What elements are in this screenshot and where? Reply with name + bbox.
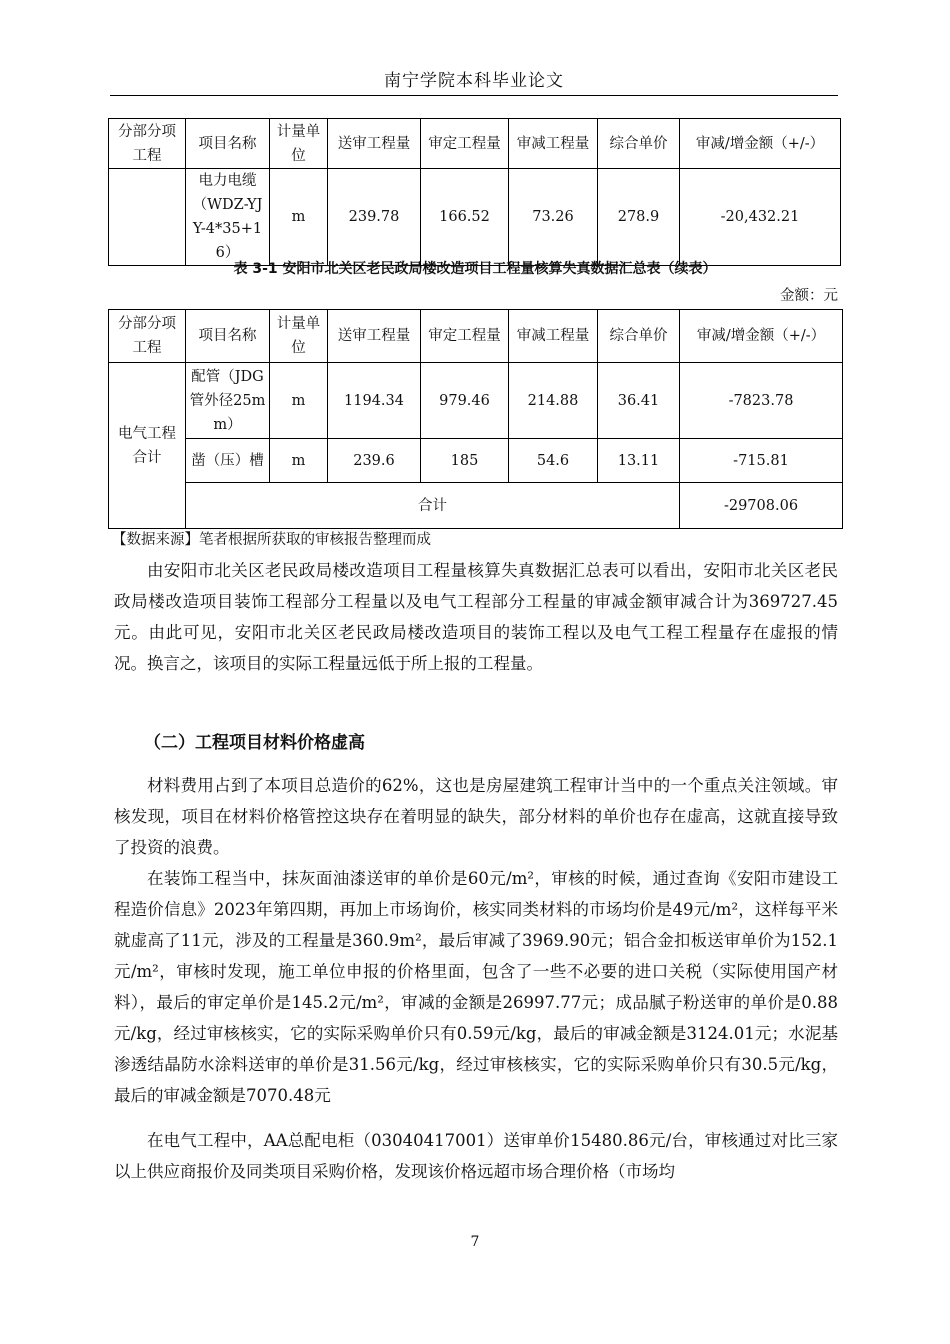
col-header: 综合单价 (598, 119, 680, 169)
col-header: 项目名称 (186, 119, 270, 169)
col-header: 项目名称 (186, 310, 270, 363)
header-rule (110, 95, 838, 96)
table-cell (109, 169, 186, 266)
total-value: -29708.06 (680, 483, 843, 529)
col-header: 综合单价 (598, 310, 680, 363)
col-header: 审减/增金额（+/-） (680, 310, 843, 363)
running-header: 南宁学院本科毕业论文 (384, 71, 564, 91)
table-cell: 185 (421, 439, 509, 483)
col-header: 审减工程量 (509, 119, 598, 169)
col-header: 分部分项工程 (109, 310, 186, 363)
table-cell: 1194.34 (328, 363, 421, 439)
table-cell: m (270, 363, 328, 439)
section-heading: （二）工程项目材料价格虚高 (144, 733, 365, 753)
table-cell: 54.6 (509, 439, 598, 483)
table-cell: 36.41 (598, 363, 680, 439)
body-paragraph: 在电气工程中，AA总配电柜（03040417001）送审单价15480.86元/台，审核通过对比三家以上供应商报价及同类项目采购价格，发现该价格远超市场合理价格（市场均 (114, 1131, 838, 1181)
table-cell: 214.88 (509, 363, 598, 439)
table-total-row (109, 483, 843, 529)
table-cell: 配管（JDG 管外径25mm） (186, 363, 270, 439)
table-cell: 979.46 (421, 363, 509, 439)
body-paragraph: 由安阳市北关区老民政局楼改造项目工程量核算失真数据汇总表可以看出，安阳市北关区老民政局楼改造项目装饰工程部分工程量以及电气工程部分工程量的审减金额审减合计为369727.45元。由此可见，安阳市北关区老民政局楼改造项目的装饰工程以及电气工程工程量存在虚报的情况。换言之，该项目的实际工程量远低于所上报的工程量。 (114, 561, 838, 673)
group-cell: 电气工程合计 (109, 363, 186, 529)
total-label: 合计 (186, 483, 680, 529)
col-header: 计量单位 (270, 119, 328, 169)
page-number: 7 (470, 1234, 480, 1250)
col-header: 审定工程量 (421, 310, 509, 363)
body-paragraph: 在装饰工程当中，抹灰面油漆送审的单价是60元/m²，审核的时候，通过查询《安阳市建设工程造价信息》2023年第四期，再加上市场询价，核实同类材料的市场均价是49元/m²，这样每平米就虚高了11元，涉及的工程量是360.9m²，最后审减了3969.90元；铝合金扣板送审单价为152.1元/m²，审核时发现，施工单位申报的价格里面，包含了一些不必要的进口关税（实际使用国产材料），最后的审定单价是145.2元/m²，审减的金额是26997.77元；成品腻子粉送审的单价是0.88元/kg，经过审核核实，它的实际采购单价只有0.59元/kg，最后的审减金额是3124.01元；水泥基渗透结晶防水涂料送审的单价是31.56元/kg，经过审核核实，它的实际采购单价只有30.5元/kg，最后的审减金额是7070.48元 (114, 869, 838, 1105)
table-cell: 239.78 (328, 169, 421, 266)
table-header-row (109, 310, 843, 363)
table-cell: 电力电缆（WDZ-YJY-4*35+16） (186, 169, 270, 266)
col-header: 审减工程量 (509, 310, 598, 363)
table-continued-bottom (108, 309, 843, 529)
table-cell: 73.26 (509, 169, 598, 266)
table-cell: 239.6 (328, 439, 421, 483)
table-cell: m (270, 439, 328, 483)
table-row (109, 363, 843, 439)
col-header: 分部分项工程 (109, 119, 186, 169)
table-cell: -20,432.21 (680, 169, 841, 266)
table-header-row (109, 119, 841, 169)
table-continued-top (108, 118, 841, 266)
table-cell: m (270, 169, 328, 266)
col-header: 送审工程量 (328, 119, 421, 169)
table-caption: 表 3-1 安阳市北关区老民政局楼改造项目工程量核算失真数据汇总表（续表） (233, 261, 717, 277)
col-header: 审定工程量 (421, 119, 509, 169)
amount-unit-note: 金额：元 (780, 288, 838, 304)
table-cell: 166.52 (421, 169, 509, 266)
table-row (109, 169, 841, 266)
col-header: 计量单位 (270, 310, 328, 363)
table-row (109, 439, 843, 483)
table-cell: 278.9 (598, 169, 680, 266)
col-header: 送审工程量 (328, 310, 421, 363)
body-paragraph: 材料费用占到了本项目总造价的62%，这也是房屋建筑工程审计当中的一个重点关注领域。审核发现，项目在材料价格管控这块存在着明显的缺失，部分材料的单价也存在虚高，这就直接导致了投资的浪费。 (114, 776, 838, 857)
table-cell: -715.81 (680, 439, 843, 483)
table-cell: 13.11 (598, 439, 680, 483)
data-source-note: 【数据来源】笔者根据所获取的审核报告整理而成 (112, 532, 431, 548)
table-cell: 凿（压）槽 (186, 439, 270, 483)
col-header: 审减/增金额（+/-） (680, 119, 841, 169)
table-cell: -7823.78 (680, 363, 843, 439)
